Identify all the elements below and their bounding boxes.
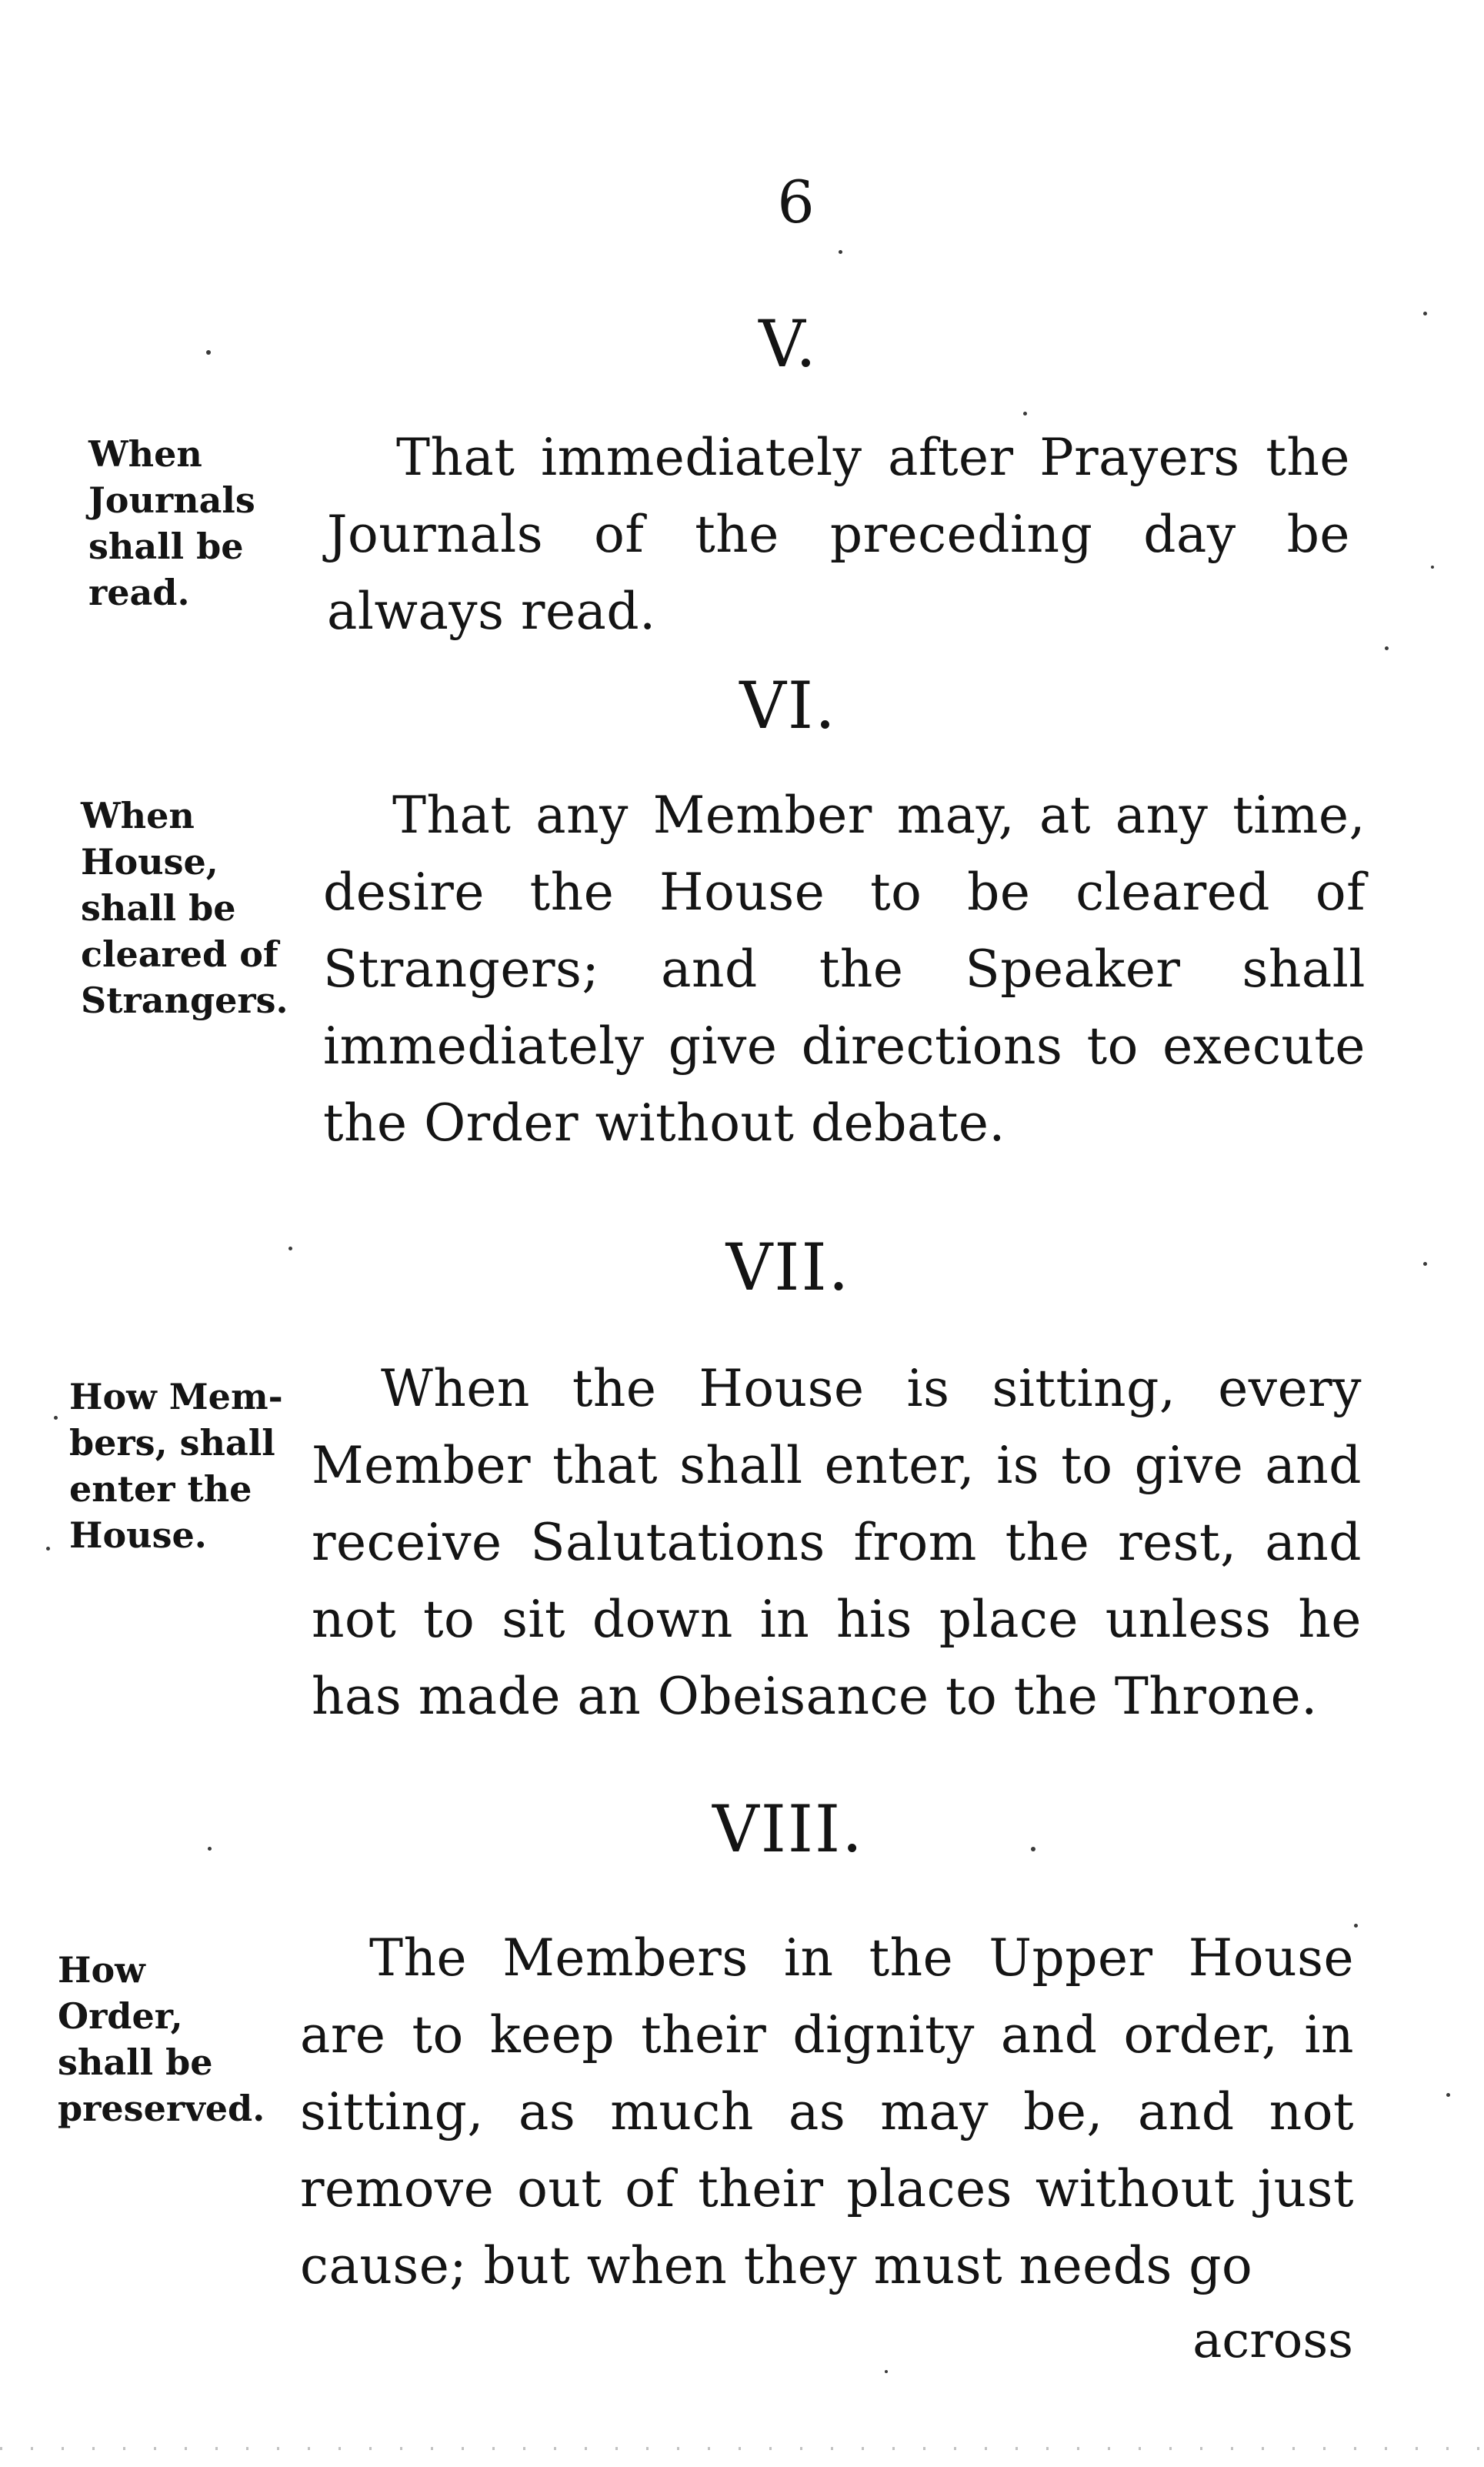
scan-speck: [1385, 646, 1389, 650]
margin-note-viii: How Order, shall be preserved.: [58, 1949, 265, 2129]
margin-note-vii: How Mem- bers, shall enter the House.: [69, 1376, 283, 1556]
catchword: across: [1192, 2312, 1353, 2369]
section-text-v: That immediately after Prayers the Journals of the preceding day be always read.: [327, 428, 1350, 641]
scan-speck: [1423, 312, 1427, 315]
scan-speck: [1446, 2093, 1450, 2097]
section-text-vi: That any Member may, at any time, desire the House to be cleared of Strangers; and the Speaker shall immediately give directions to execute the Order without debate.: [323, 786, 1366, 1153]
scan-speck: [288, 1247, 292, 1250]
scan-speck: [206, 350, 211, 355]
margin-note-vi: When House, shall be cleared of Strangers.: [81, 795, 288, 1021]
margin-note-v: When Journals shall be read.: [88, 433, 255, 613]
scan-speck: [1354, 1924, 1358, 1928]
scan-speck: [54, 1416, 58, 1420]
scan-speck: [1423, 1262, 1427, 1266]
section-heading-vii: VII.: [725, 1230, 851, 1305]
scan-speck: [839, 250, 842, 254]
scan-speck: [1031, 1847, 1035, 1851]
scan-speck: [1431, 566, 1434, 569]
section-heading-v: V.: [759, 306, 818, 382]
section-heading-vi: VI.: [739, 668, 837, 743]
section-text-vii: When the House is sitting, every Member that shall enter, is to give and receive Salutations from the rest, and not to sit down in his place unless he has made an Obeisance to the Throne.: [312, 1359, 1362, 1726]
scan-speck: [885, 2370, 888, 2373]
page-number: 6: [777, 168, 815, 236]
section-heading-viii: VIII.: [712, 1791, 864, 1867]
scan-speck: [46, 1547, 50, 1551]
scan-speck: [208, 1847, 212, 1851]
scan-speck: [1023, 412, 1027, 416]
section-text-viii: The Members in the Upper House are to keep their dignity and order, in sitting, as much as may be, and not remove out of their places without just cause; but when they must needs go: [300, 1928, 1354, 2295]
scan-edge-noise: [0, 2447, 1484, 2450]
